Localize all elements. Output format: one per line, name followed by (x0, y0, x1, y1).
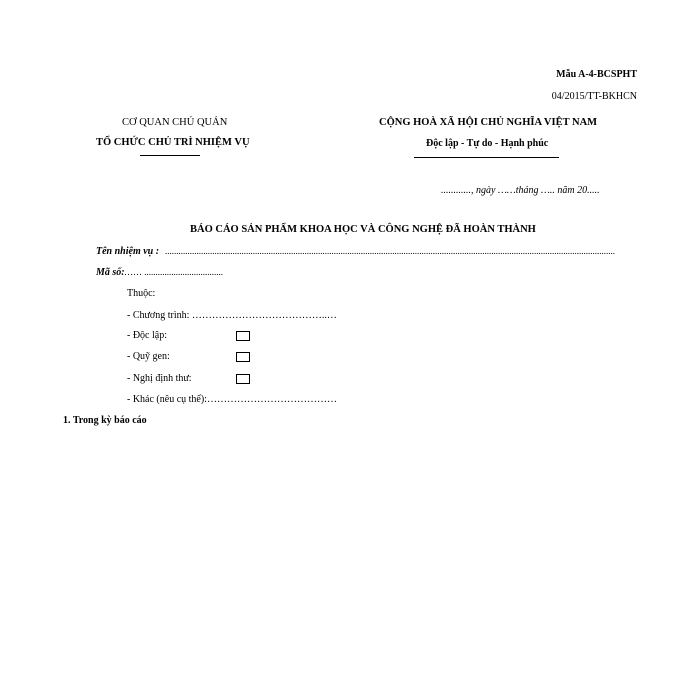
protocol-label: - Nghị định thư: (127, 373, 192, 384)
protocol-checkbox[interactable] (236, 374, 250, 384)
national-title: CỘNG HOÀ XÃ HỘI CHỦ NGHĨA VIỆT NAM (379, 117, 598, 128)
code-label: Mã số: (96, 267, 125, 278)
form-code-line1: Mẫu A-4-BCSPHT (556, 69, 637, 80)
code-field[interactable]: …… ................................... (124, 268, 223, 277)
other-field[interactable]: - Khác (nêu cụ thể):………………………………… (127, 394, 337, 405)
section-1-heading: 1. Trong kỳ báo cáo (63, 415, 147, 426)
program-field[interactable]: - Chương trình: …………………………………..… (127, 310, 337, 321)
gene-fund-checkbox[interactable] (236, 352, 250, 362)
host-organization-label: TỔ CHỨC CHỦ TRÌ NHIỆM VỤ (96, 137, 250, 148)
report-title: BÁO CÁO SẢN PHẨM KHOA HỌC VÀ CÔNG NGHỆ ĐÃ HOÀN THÀNH (190, 224, 536, 235)
gene-fund-label: - Quỹ gen: (127, 351, 170, 362)
form-code-line2: 04/2015/TT-BKHCN (551, 91, 637, 102)
governing-agency-label: CƠ QUAN CHỦ QUẢN (122, 117, 228, 128)
date-line: ............, ngày ……tháng ….. năm 20..... (441, 185, 600, 196)
left-header-underline (140, 155, 200, 156)
independent-checkbox[interactable] (236, 331, 250, 341)
task-name-field[interactable]: ........................................................................................................................................................................................................ (165, 247, 615, 256)
belongs-label: Thuộc: (127, 288, 156, 299)
national-motto: Độc lập - Tự do - Hạnh phúc (426, 138, 549, 149)
independent-label: - Độc lập: (127, 330, 167, 341)
task-name-label: Tên nhiệm vụ : (96, 246, 160, 257)
motto-underline (414, 157, 559, 158)
